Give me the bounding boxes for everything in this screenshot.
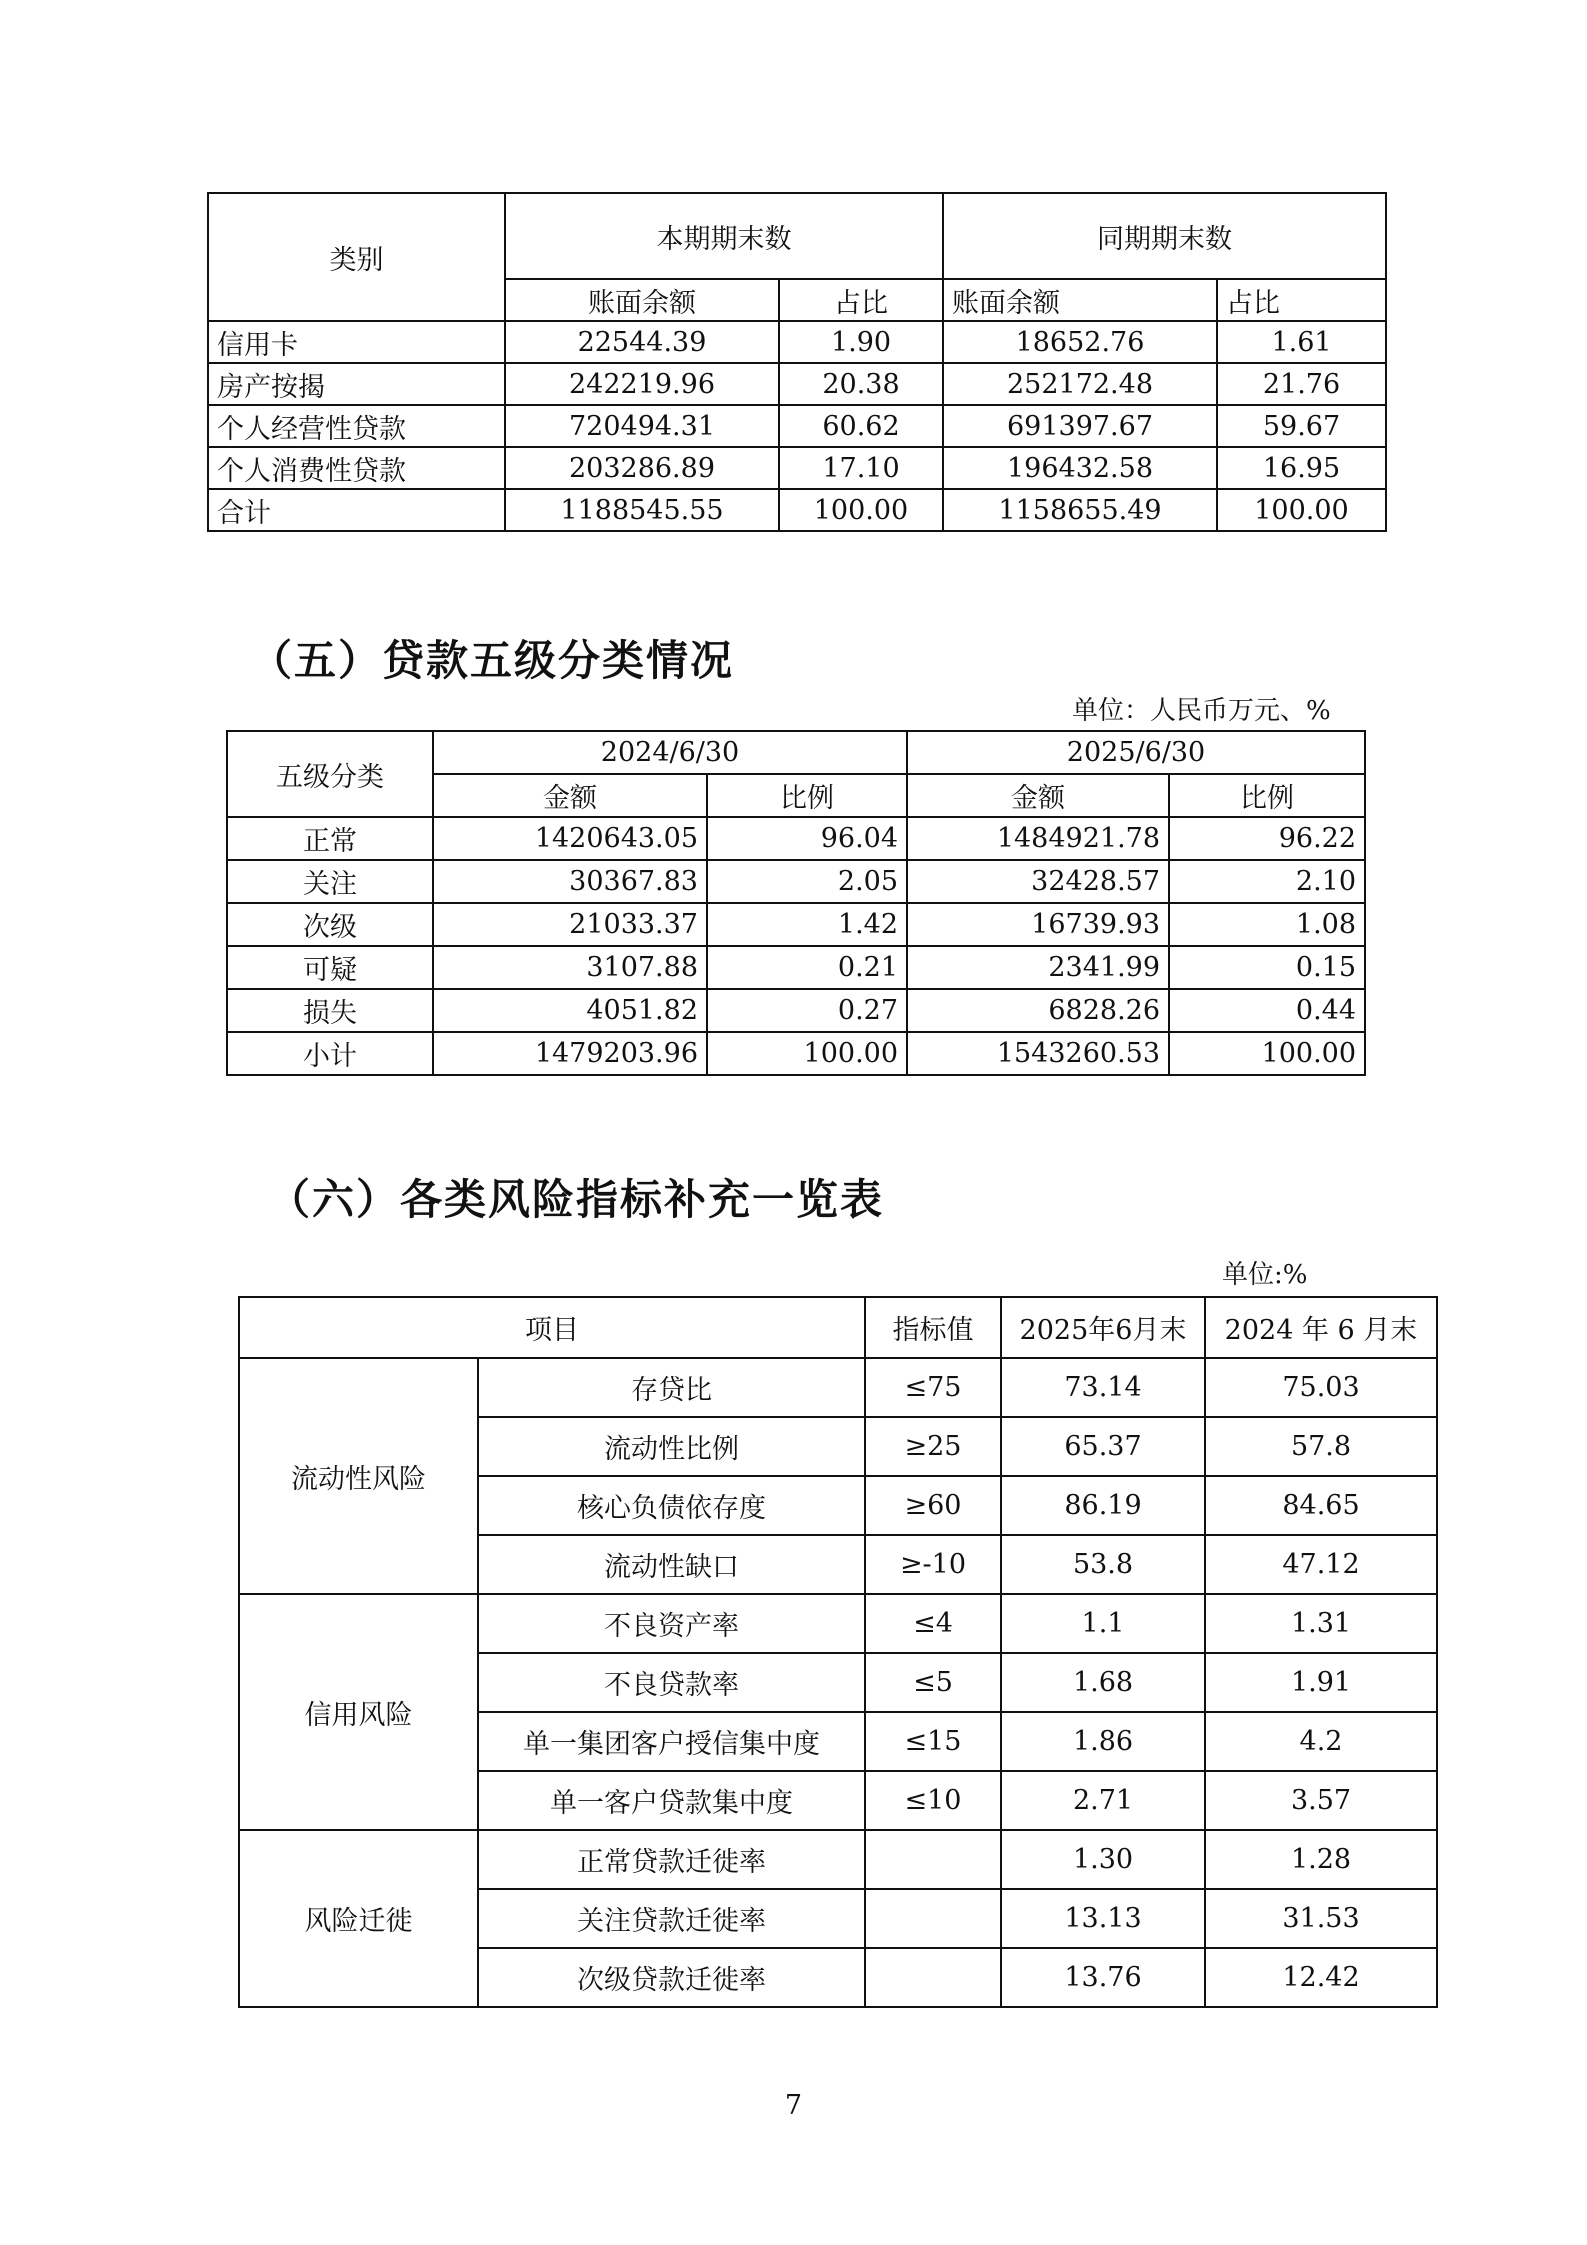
row-label: 单一集团客户授信集中度 <box>478 1712 865 1771</box>
row-label: 不良贷款率 <box>478 1653 865 1712</box>
cell: 691397.67 <box>943 405 1217 447</box>
cell: 6828.26 <box>907 989 1169 1032</box>
cell: 2341.99 <box>907 946 1169 989</box>
row-label: 合计 <box>208 489 505 531</box>
unit-note: 单位:% <box>1222 1260 1308 1290</box>
cell: 86.19 <box>1001 1476 1205 1535</box>
table-row <box>208 363 1386 405</box>
cell <box>865 1948 1001 2007</box>
cell: 16.95 <box>1217 447 1386 489</box>
row-label: 信用卡 <box>208 321 505 363</box>
cell: 59.67 <box>1217 405 1386 447</box>
col-header-category: 五级分类 <box>227 731 433 817</box>
cell: 1420643.05 <box>433 817 707 860</box>
cell: 84.65 <box>1205 1476 1437 1535</box>
row-label: 次级贷款迁徙率 <box>478 1948 865 2007</box>
cell: 1.86 <box>1001 1712 1205 1771</box>
cell <box>865 1830 1001 1889</box>
cell: ≤4 <box>865 1594 1001 1653</box>
risk-indicator-table <box>238 1296 1438 2008</box>
cell: 53.8 <box>1001 1535 1205 1594</box>
row-label: 个人消费性贷款 <box>208 447 505 489</box>
table-row <box>227 860 1365 903</box>
cell: 73.14 <box>1001 1358 1205 1417</box>
cell: 1.42 <box>707 903 907 946</box>
cell: 4.2 <box>1205 1712 1437 1771</box>
col-header-balance: 账面余额 <box>505 279 779 321</box>
row-label: 单一客户贷款集中度 <box>478 1771 865 1830</box>
table-row <box>227 946 1365 989</box>
row-label: 正常贷款迁徙率 <box>478 1830 865 1889</box>
cell: 1158655.49 <box>943 489 1217 531</box>
cell: 12.42 <box>1205 1948 1437 2007</box>
cell: 100.00 <box>707 1032 907 1075</box>
cell: 1.90 <box>779 321 943 363</box>
personal-loan-table <box>207 192 1387 532</box>
col-header-ratio: 占比 <box>1217 279 1386 321</box>
table-row <box>208 447 1386 489</box>
cell: 3107.88 <box>433 946 707 989</box>
col-header-category: 类别 <box>208 193 505 321</box>
cell: 13.13 <box>1001 1889 1205 1948</box>
table-row <box>239 1594 1437 1653</box>
cell: 100.00 <box>779 489 943 531</box>
cell: 2.71 <box>1001 1771 1205 1830</box>
cell: ≤5 <box>865 1653 1001 1712</box>
section-title: （六）各类风险指标补充一览表 <box>268 1175 885 1224</box>
cell: 242219.96 <box>505 363 779 405</box>
cell: 22544.39 <box>505 321 779 363</box>
cell: 30367.83 <box>433 860 707 903</box>
group-label: 风险迁徙 <box>239 1830 478 2007</box>
cell: 20.38 <box>779 363 943 405</box>
col-header-ratio: 比例 <box>707 774 907 817</box>
table-row <box>227 903 1365 946</box>
col-header-item: 项目 <box>239 1297 865 1358</box>
cell: 1.31 <box>1205 1594 1437 1653</box>
row-label: 损失 <box>227 989 433 1032</box>
cell: 21.76 <box>1217 363 1386 405</box>
cell: 2.05 <box>707 860 907 903</box>
cell: 1.61 <box>1217 321 1386 363</box>
cell: 1479203.96 <box>433 1032 707 1075</box>
cell: 2.10 <box>1169 860 1365 903</box>
row-label: 关注贷款迁徙率 <box>478 1889 865 1948</box>
cell: 1.91 <box>1205 1653 1437 1712</box>
col-header-current: 本期期末数 <box>505 193 943 279</box>
cell: 4051.82 <box>433 989 707 1032</box>
cell: 31.53 <box>1205 1889 1437 1948</box>
cell: 3.57 <box>1205 1771 1437 1830</box>
table-row <box>239 1830 1437 1889</box>
cell: 21033.37 <box>433 903 707 946</box>
cell: 60.62 <box>779 405 943 447</box>
cell: 0.27 <box>707 989 907 1032</box>
cell: 720494.31 <box>505 405 779 447</box>
cell: 0.44 <box>1169 989 1365 1032</box>
table-row <box>227 989 1365 1032</box>
table-row <box>227 817 1365 860</box>
row-label: 核心负债依存度 <box>478 1476 865 1535</box>
section-title: （五）贷款五级分类情况 <box>250 636 735 685</box>
row-label: 小计 <box>227 1032 433 1075</box>
cell: 18652.76 <box>943 321 1217 363</box>
row-label: 房产按揭 <box>208 363 505 405</box>
cell: 0.15 <box>1169 946 1365 989</box>
table-row <box>208 405 1386 447</box>
cell: ≤10 <box>865 1771 1001 1830</box>
col-header-balance: 账面余额 <box>943 279 1217 321</box>
col-header-previous: 同期期末数 <box>943 193 1386 279</box>
row-label: 可疑 <box>227 946 433 989</box>
cell: 1.08 <box>1169 903 1365 946</box>
cell: 16739.93 <box>907 903 1169 946</box>
table-row <box>239 1358 1437 1417</box>
cell: 17.10 <box>779 447 943 489</box>
col-header-ratio: 占比 <box>779 279 943 321</box>
row-label: 流动性比例 <box>478 1417 865 1476</box>
cell: 13.76 <box>1001 1948 1205 2007</box>
table-row <box>208 321 1386 363</box>
cell: 1188545.55 <box>505 489 779 531</box>
cell: 100.00 <box>1217 489 1386 531</box>
cell: 1.30 <box>1001 1830 1205 1889</box>
col-header-amount: 金额 <box>907 774 1169 817</box>
group-label: 流动性风险 <box>239 1358 478 1594</box>
cell: 1.1 <box>1001 1594 1205 1653</box>
col-header-2024: 2024 年 6 月末 <box>1205 1297 1437 1358</box>
cell: 47.12 <box>1205 1535 1437 1594</box>
col-header-date: 2024/6/30 <box>433 731 907 774</box>
col-header-amount: 金额 <box>433 774 707 817</box>
row-label: 存贷比 <box>478 1358 865 1417</box>
row-label: 不良资产率 <box>478 1594 865 1653</box>
unit-note: 单位：人民币万元、% <box>1072 696 1331 726</box>
cell: 100.00 <box>1169 1032 1365 1075</box>
table-row <box>208 489 1386 531</box>
cell: 1543260.53 <box>907 1032 1169 1075</box>
cell: ≥60 <box>865 1476 1001 1535</box>
col-header-2025: 2025年6月末 <box>1001 1297 1205 1358</box>
cell <box>865 1889 1001 1948</box>
cell: 1484921.78 <box>907 817 1169 860</box>
row-label: 关注 <box>227 860 433 903</box>
cell: 1.28 <box>1205 1830 1437 1889</box>
cell: ≥25 <box>865 1417 1001 1476</box>
row-label: 流动性缺口 <box>478 1535 865 1594</box>
loan-classification-table <box>226 730 1366 1076</box>
cell: 75.03 <box>1205 1358 1437 1417</box>
cell: 57.8 <box>1205 1417 1437 1476</box>
col-header-target: 指标值 <box>865 1297 1001 1358</box>
cell: 65.37 <box>1001 1417 1205 1476</box>
col-header-ratio: 比例 <box>1169 774 1365 817</box>
cell: 96.04 <box>707 817 907 860</box>
row-label: 个人经营性贷款 <box>208 405 505 447</box>
cell: 1.68 <box>1001 1653 1205 1712</box>
group-label: 信用风险 <box>239 1594 478 1830</box>
cell: 0.21 <box>707 946 907 989</box>
cell: ≤75 <box>865 1358 1001 1417</box>
cell: 203286.89 <box>505 447 779 489</box>
cell: 196432.58 <box>943 447 1217 489</box>
cell: ≥-10 <box>865 1535 1001 1594</box>
row-label: 正常 <box>227 817 433 860</box>
cell: 252172.48 <box>943 363 1217 405</box>
row-label: 次级 <box>227 903 433 946</box>
cell: 96.22 <box>1169 817 1365 860</box>
page-number: 7 <box>784 2090 803 2121</box>
col-header-date: 2025/6/30 <box>907 731 1365 774</box>
table-row <box>227 1032 1365 1075</box>
cell: ≤15 <box>865 1712 1001 1771</box>
cell: 32428.57 <box>907 860 1169 903</box>
